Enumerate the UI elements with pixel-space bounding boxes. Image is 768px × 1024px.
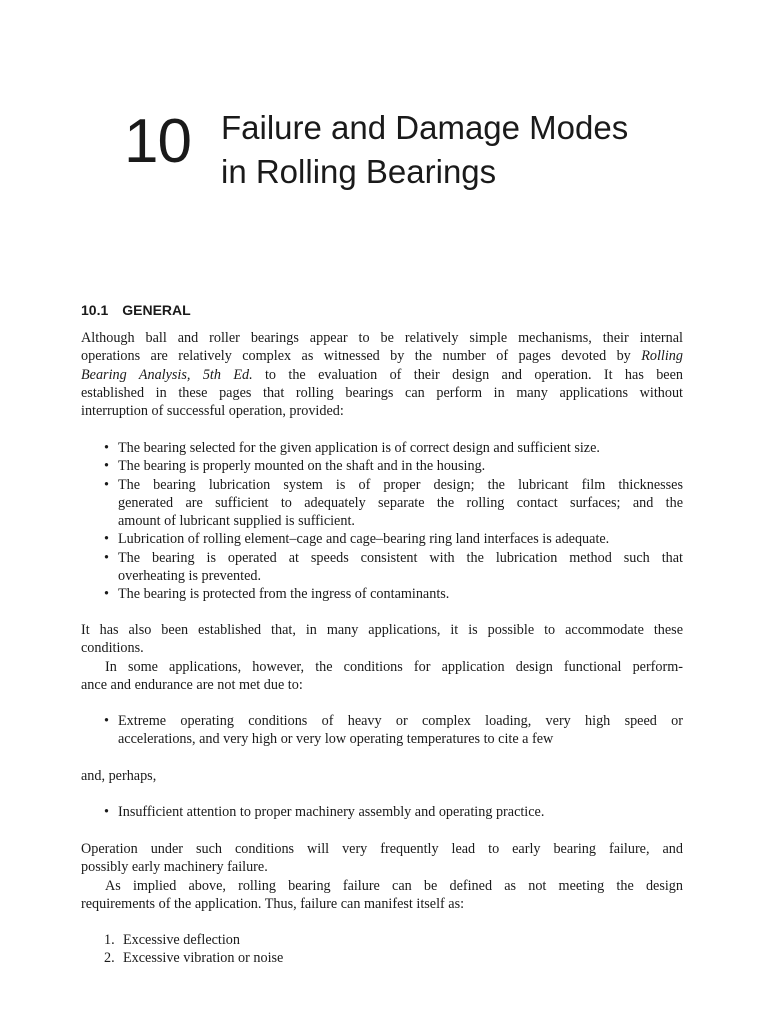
text-line: As implied above, rolling bearing failure can be defined as not meeting the design bbox=[105, 877, 683, 894]
text-line: interruption of successful operation, provided: bbox=[81, 403, 344, 420]
bullet-text-line: The bearing is protected from the ingress of contaminants. bbox=[118, 586, 450, 603]
paragraph-intro bbox=[81, 329, 683, 420]
numbered-item bbox=[104, 931, 683, 949]
bullet-marker: • bbox=[104, 440, 109, 456]
item-text: Excessive vibration or noise bbox=[123, 950, 284, 967]
book-title-italic: Rolling bbox=[641, 348, 683, 365]
chapter-title-line-2: in Rolling Bearings bbox=[221, 153, 497, 190]
bullet-marker: • bbox=[104, 476, 109, 493]
text-line: ance and endurance are not met due to: bbox=[81, 676, 303, 693]
book-title-italic: Bearing Analysis, 5th Ed. bbox=[81, 366, 253, 383]
text-line: It has also been established that, in many applications, it is possible to accommodate these bbox=[81, 622, 683, 638]
section-number: 10.1 bbox=[81, 302, 109, 318]
section-title: GENERAL bbox=[122, 302, 191, 318]
bullet-marker: • bbox=[104, 458, 109, 475]
text-line: requirements of the application. Thus, failure can manifest itself as: bbox=[81, 895, 465, 912]
bullet-text-line: The bearing selected for the given application is of correct design and sufficient size. bbox=[118, 440, 600, 456]
chapter-number: 10 bbox=[124, 107, 191, 176]
bullet-item bbox=[104, 530, 683, 548]
bullet-text-line: amount of lubricant supplied is sufficient. bbox=[118, 513, 355, 530]
bullet-item bbox=[104, 712, 683, 749]
bullet-text-line: overheating is prevented. bbox=[118, 568, 262, 585]
text-line: conditions. bbox=[81, 640, 144, 657]
text-line: Although ball and roller bearings appear to be relatively simple mechanisms, their internal bbox=[81, 330, 683, 346]
chapter-title-line-1: Failure and Damage Modes bbox=[221, 109, 629, 146]
text-line: In some applications, however, the conditions for application design functional perform- bbox=[105, 658, 683, 675]
bullet-item bbox=[104, 549, 683, 586]
bullet-text-line: The bearing is properly mounted on the shaft and in the housing. bbox=[118, 458, 486, 475]
chapter-title bbox=[221, 106, 628, 194]
text-run: operations are relatively complex as witnessed by the number of pages devoted by bbox=[81, 348, 642, 365]
bullet-text-line: The bearing is operated at speeds consistent with the lubrication method such that bbox=[118, 549, 683, 566]
bullet-text-line: accelerations, and very high or very low operating temperatures to cite a few bbox=[118, 731, 554, 748]
paragraph-perhaps bbox=[81, 767, 683, 785]
assembly-bullet-list bbox=[104, 803, 683, 821]
numbered-item bbox=[104, 949, 683, 967]
conditions-bullet-list bbox=[104, 439, 683, 604]
text-line: and, perhaps, bbox=[81, 768, 157, 784]
bullet-marker: • bbox=[104, 804, 109, 820]
bullet-text-line: Insufficient attention to proper machinery assembly and operating practice. bbox=[118, 804, 545, 820]
bullet-item bbox=[104, 803, 683, 821]
bullet-text-line: Extreme operating conditions of heavy or complex loading, very high speed or bbox=[118, 713, 683, 729]
bullet-item bbox=[104, 439, 683, 457]
item-number: 2. bbox=[104, 950, 115, 967]
bullet-marker: • bbox=[104, 549, 109, 566]
text-line bbox=[81, 366, 683, 384]
paragraph-conditions bbox=[81, 621, 683, 694]
bullet-item bbox=[104, 476, 683, 531]
bullet-text-line: The bearing lubrication system is of proper design; the lubricant film thicknesses bbox=[118, 476, 683, 493]
text-line: established in these pages that rolling bearings can perform in many applications without bbox=[81, 384, 683, 401]
text-line: possibly early machinery failure. bbox=[81, 859, 268, 876]
bullet-marker: • bbox=[104, 586, 109, 603]
bullet-text-line: Lubrication of rolling element–cage and cage–bearing ring land interfaces is adequate. bbox=[118, 531, 610, 548]
text-run: to the evaluation of their design and operation. It has been bbox=[252, 366, 683, 383]
failure-modes-numbered-list bbox=[104, 931, 683, 968]
bullet-marker: • bbox=[104, 531, 109, 548]
bullet-marker: • bbox=[104, 713, 109, 729]
bullet-item bbox=[104, 457, 683, 475]
text-line bbox=[81, 347, 683, 365]
extreme-conditions-bullet-list bbox=[104, 712, 683, 749]
text-line: Operation under such conditions will very frequently lead to early bearing failure, and bbox=[81, 841, 683, 857]
paragraph-failure bbox=[81, 840, 683, 913]
item-text: Excessive deflection bbox=[123, 932, 240, 948]
section-heading bbox=[81, 301, 191, 319]
bullet-item bbox=[104, 585, 683, 603]
bullet-text-line: generated are sufficient to adequately separate the rolling contact surfaces; and the bbox=[118, 494, 683, 511]
item-number: 1. bbox=[104, 932, 115, 948]
